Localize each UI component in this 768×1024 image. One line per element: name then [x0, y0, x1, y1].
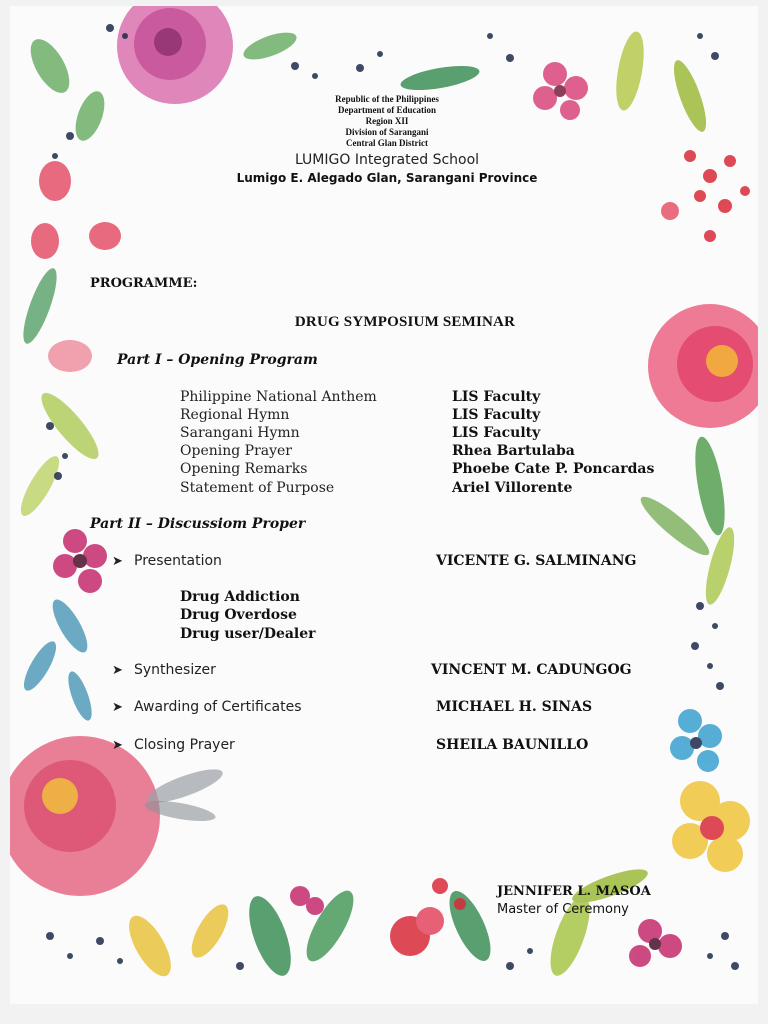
header-line-district: Central Glan District [346, 138, 428, 148]
item-label: Philippine National Anthem [180, 389, 377, 405]
item-performer: Phoebe Cate P. Poncardas [452, 461, 655, 477]
arrow-bullet-icon: ➤ [112, 554, 123, 569]
closing-label: Closing Prayer [134, 737, 235, 753]
item-performer: LIS Faculty [452, 389, 541, 405]
item-label: Statement of Purpose [180, 480, 335, 496]
header-line-region: Region XII [365, 116, 409, 126]
synthesizer-name: VINCENT M. CADUNGOG [431, 662, 632, 678]
closing-prayer-name: SHEILA BAUNILLO [436, 737, 589, 753]
event-title: DRUG SYMPOSIUM SEMINAR [294, 314, 516, 330]
item-label: Regional Hymn [180, 407, 290, 423]
part-two-heading: Part II – Discussiom Proper [90, 516, 306, 532]
arrow-bullet-icon: ➤ [112, 738, 123, 753]
school-name: LUMIGO Integrated School [294, 152, 480, 168]
synthesizer-label: Synthesizer [134, 662, 216, 678]
item-label: Opening Remarks [180, 461, 308, 477]
arrow-bullet-icon: ➤ [112, 663, 123, 678]
master-of-ceremony-role: Master of Ceremony [497, 902, 629, 917]
presentation-item [112, 553, 222, 569]
topic-item: Drug Addiction [180, 589, 300, 605]
programme-content [10, 6, 758, 1004]
awarding-item [112, 699, 302, 715]
header-line-division: Division of Sarangani [345, 127, 429, 137]
master-of-ceremony-name: JENNIFER L. MASOA [497, 884, 651, 899]
part-one-heading: Part I – Opening Program [117, 352, 318, 368]
presentation-speaker: VICENTE G. SALMINANG [436, 553, 637, 569]
school-address: Lumigo E. Alegado Glan, Sarangani Province [236, 171, 538, 185]
topic-item: Drug user/Dealer [180, 626, 316, 642]
arrow-bullet-icon: ➤ [112, 700, 123, 715]
topic-item: Drug Overdose [180, 607, 297, 623]
closing-item [112, 737, 235, 753]
awarding-name: MICHAEL H. SINAS [436, 699, 593, 715]
header-line-department: Department of Education [338, 105, 436, 115]
programme-label: PROGRAMME: [90, 276, 198, 291]
synthesizer-item [112, 662, 216, 678]
item-performer: Ariel Villorente [452, 480, 573, 496]
item-performer: LIS Faculty [452, 407, 541, 423]
programme-page [10, 6, 758, 1004]
item-label: Opening Prayer [180, 443, 292, 459]
item-performer: LIS Faculty [452, 425, 541, 441]
awarding-label: Awarding of Certificates [134, 699, 302, 715]
header-line-republic: Republic of the Philippines [335, 94, 439, 104]
item-label: Sarangani Hymn [180, 425, 300, 441]
presentation-label: Presentation [134, 553, 222, 569]
item-performer: Rhea Bartulaba [452, 443, 575, 459]
